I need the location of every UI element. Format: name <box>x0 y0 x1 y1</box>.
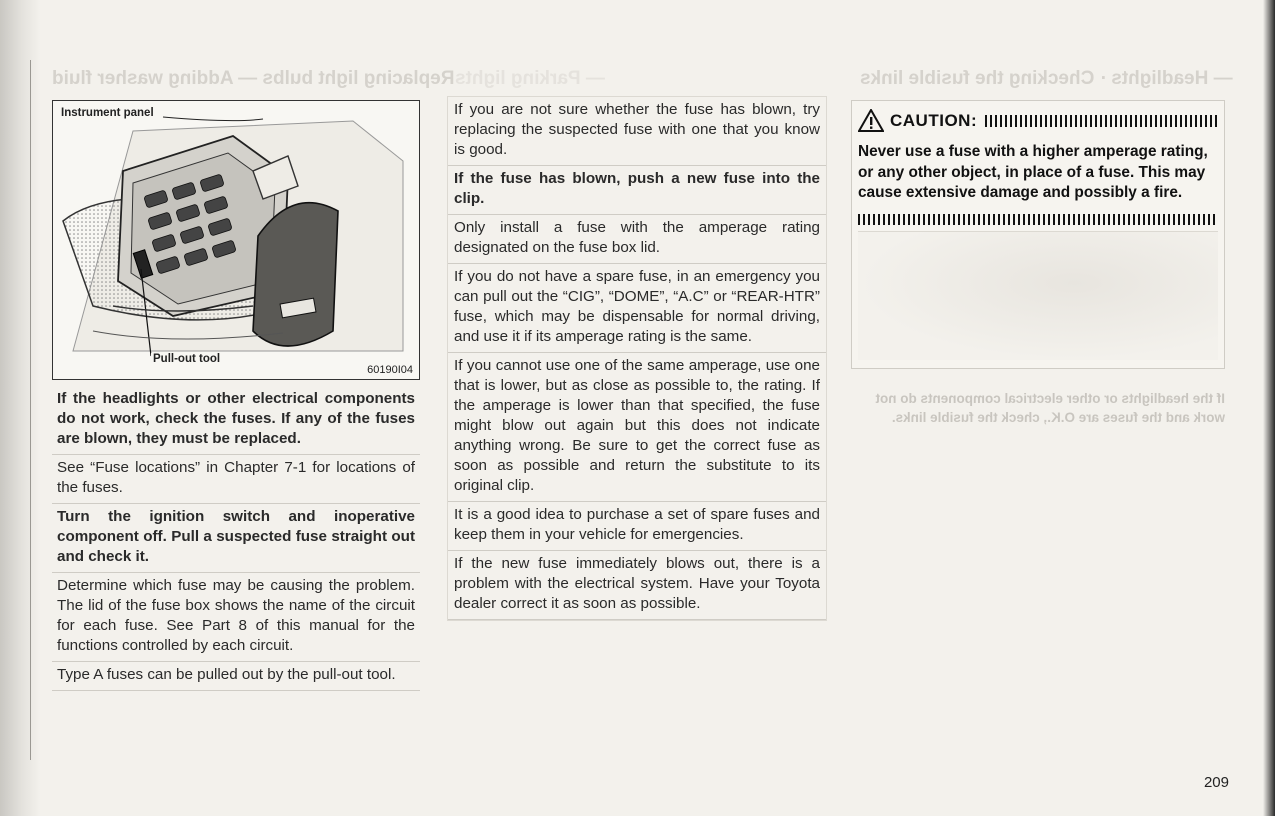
bleed-through-heading-middle: — Parking lights <box>455 68 605 89</box>
middle-column-paragraph: If you are not sure whether the fuse has blown, try replacing the suspected fuse with one that you know is good. <box>448 97 826 166</box>
column-right <box>851 100 1225 427</box>
column-middle <box>447 96 827 621</box>
page-binding-shadow <box>0 0 40 816</box>
label-instrument-panel: Instrument panel <box>61 107 154 119</box>
middle-column-paragraph: If the new fuse immediately blows out, there is a problem with the electrical system. Have your Toyota dealer correct it as soon as possible. <box>448 551 826 620</box>
left-column-paragraph: Turn the ignition switch and inoperative component off. Pull a suspected fuse straight out and check it. <box>52 504 420 573</box>
left-column-paragraph: See “Fuse locations” in Chapter 7-1 for locations of the fuses. <box>52 455 420 504</box>
caution-bottom-rule <box>858 214 1218 225</box>
caution-hatch-rule <box>985 115 1218 127</box>
page-number: 209 <box>1203 774 1229 791</box>
page-right-edge <box>1263 0 1275 816</box>
left-column-paragraph: If the headlights or other electrical components do not work, check the fuses. If any of the fuses are blown, they must be replaced. <box>52 386 420 455</box>
bleed-through-text: If the headlights or other electrical components do not work and the fuses are O.K., check the fusible links. <box>875 390 1225 425</box>
column-left <box>52 100 420 691</box>
warning-triangle-icon <box>858 109 884 132</box>
middle-column-paragraph: If you do not have a spare fuse, in an emergency you can pull out the “CIG”, “DOME”, “A.C” or “REAR-HTR” fuse, which may be dispensable for normal driving, and use it if its amperage rating is the same. <box>448 264 826 353</box>
bleed-through-illustration <box>858 231 1218 360</box>
middle-column-paragraph: It is a good idea to purchase a set of spare fuses and keep them in your vehicle for emergencies. <box>448 502 826 551</box>
caution-heading: CAUTION: <box>890 110 978 130</box>
middle-column-paragraph: If you cannot use one of the same amperage, use one that is lower, but as close as possible to, the rating. If the amperage is lower than that specified, the fuse might blow out again but this does not indicate anything wrong. Be sure to get the correct fuse as soon as possible and return the substitute to its original clip. <box>448 353 826 502</box>
left-column-paragraphs <box>52 386 420 691</box>
fuse-box-illustration <box>52 100 420 380</box>
middle-column-paragraph: If the fuse has blown, push a new fuse into the clip. <box>448 166 826 215</box>
middle-column-paragraph: Only install a fuse with the amperage rating designated on the fuse box lid. <box>448 215 826 264</box>
label-pull-out-tool: Pull-out tool <box>153 353 221 365</box>
left-column-paragraph: Determine which fuse may be causing the problem. The lid of the fuse box shows the name of the circuit for each fuse. See Part 8 of this manual for the functions controlled by each circuit. <box>52 573 420 662</box>
bleed-through-heading-right: — Headlights · Checking the fusible links <box>860 68 1233 89</box>
fuse-box-drawing <box>53 101 419 379</box>
bleed-through-heading-left: Replacing light bulbs — Adding washer fluid <box>52 68 455 89</box>
caution-heading-row <box>858 109 1218 132</box>
left-column-paragraph: Type A fuses can be pulled out by the pull-out tool. <box>52 662 420 691</box>
caution-text: Never use a fuse with a higher amperage rating, or any other object, in place of a fuse. This may cause extensive damage and possibly a fire. <box>858 143 1208 201</box>
figure-code: 60190I04 <box>367 364 413 376</box>
middle-column-paragraphs <box>447 96 827 621</box>
caution-box <box>851 100 1225 369</box>
